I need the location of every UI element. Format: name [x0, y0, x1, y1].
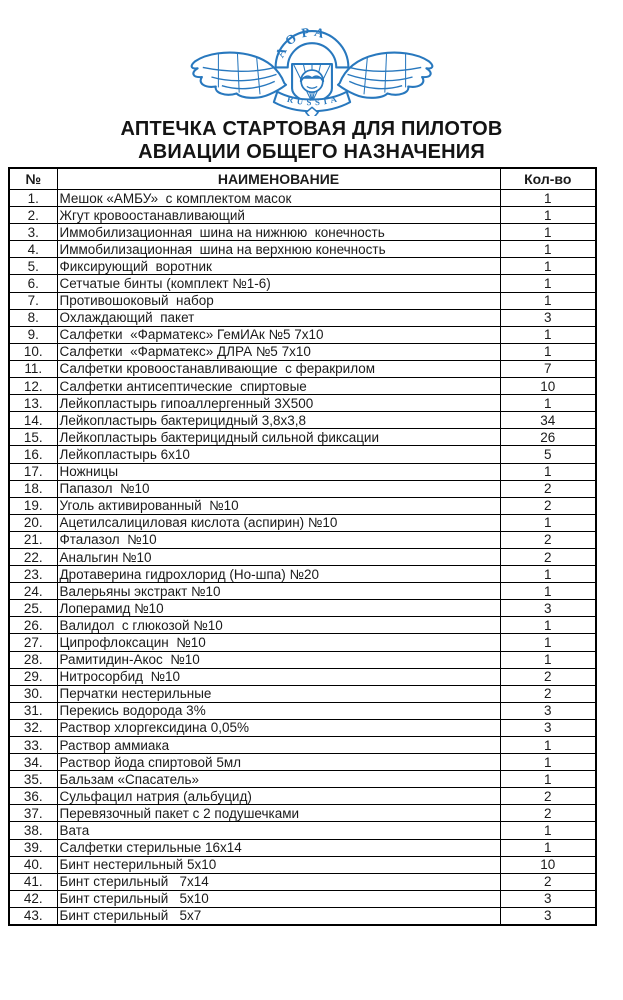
table-row [9, 275, 596, 292]
cell-name: Бинт стерильный 5х7 [57, 907, 500, 925]
table-row [9, 463, 596, 480]
cell-name: Нитросорбид №10 [57, 668, 500, 685]
page-title [0, 118, 623, 164]
header-quantity: Кол-во [500, 168, 596, 190]
cell-num: 22. [9, 548, 57, 565]
cell-name: Ацетилсалициловая кислота (аспирин) №10 [57, 514, 500, 531]
cell-qty: 5 [500, 446, 596, 463]
cell-name: Охлаждающий пакет [57, 309, 500, 326]
table-row [9, 258, 596, 275]
table-row [9, 617, 596, 634]
cell-num: 23. [9, 566, 57, 583]
cell-num: 30. [9, 685, 57, 702]
logo-org-text: АОРА [271, 23, 331, 60]
cell-name: Папазол №10 [57, 480, 500, 497]
cell-qty: 3 [500, 907, 596, 925]
cell-name: Жгут кровоостанавливающий [57, 207, 500, 224]
table-row [9, 224, 596, 241]
cell-name: Иммобилизационная шина на верхнюю конечность [57, 241, 500, 258]
cell-num: 34. [9, 754, 57, 771]
cell-name: Рамитидин-Акос №10 [57, 651, 500, 668]
cell-qty: 1 [500, 754, 596, 771]
cell-num: 9. [9, 326, 57, 343]
cell-qty: 1 [500, 292, 596, 309]
cell-qty: 3 [500, 719, 596, 736]
cell-qty: 2 [500, 873, 596, 890]
table-row [9, 566, 596, 583]
cell-num: 31. [9, 702, 57, 719]
cell-num: 12. [9, 378, 57, 395]
cell-name: Перчатки нестерильные [57, 685, 500, 702]
page-title-line2: АВИАЦИИ ОБЩЕГО НАЗНАЧЕНИЯ [138, 141, 485, 163]
cell-name: Ципрофлоксацин №10 [57, 634, 500, 651]
cell-qty: 2 [500, 531, 596, 548]
table-row [9, 856, 596, 873]
cell-qty: 26 [500, 429, 596, 446]
cell-num: 33. [9, 737, 57, 754]
cell-num: 13. [9, 395, 57, 412]
cell-qty: 1 [500, 463, 596, 480]
cell-name: Лейкопластырь бактерицидный сильной фиксации [57, 429, 500, 446]
cell-qty: 2 [500, 497, 596, 514]
table-row [9, 668, 596, 685]
header-name: НАИМЕНОВАНИЕ [57, 168, 500, 190]
page-title-line1: АПТЕЧКА СТАРТОВАЯ ДЛЯ ПИЛОТОВ [120, 118, 503, 140]
cell-num: 26. [9, 617, 57, 634]
cell-name: Лейкопластырь гипоаллергенный 3Х500 [57, 395, 500, 412]
logo-country-text: RUSSIA [285, 92, 341, 108]
cell-name: Валидол с глюкозой №10 [57, 617, 500, 634]
table-row [9, 548, 596, 565]
first-aid-kit-table [8, 167, 597, 926]
table-row [9, 873, 596, 890]
cell-num: 35. [9, 771, 57, 788]
cell-name: Противошоковый набор [57, 292, 500, 309]
cell-num: 32. [9, 719, 57, 736]
cell-qty: 1 [500, 343, 596, 360]
cell-qty: 2 [500, 685, 596, 702]
cell-name: Бинт стерильный 5х10 [57, 890, 500, 907]
cell-num: 8. [9, 309, 57, 326]
cell-num: 27. [9, 634, 57, 651]
cell-name: Бинт стерильный 7х14 [57, 873, 500, 890]
cell-num: 40. [9, 856, 57, 873]
cell-name: Иммобилизационная шина на нижнюю конечность [57, 224, 500, 241]
table-row [9, 839, 596, 856]
cell-num: 5. [9, 258, 57, 275]
table-row [9, 360, 596, 377]
cell-name: Раствор аммиака [57, 737, 500, 754]
table-row [9, 651, 596, 668]
cell-qty: 1 [500, 566, 596, 583]
cell-name: Лейкопластырь бактерицидный 3,8х3,8 [57, 412, 500, 429]
table-row [9, 326, 596, 343]
cell-qty: 1 [500, 395, 596, 412]
table-row [9, 514, 596, 531]
cell-qty: 1 [500, 617, 596, 634]
table-row [9, 719, 596, 736]
cell-qty: 2 [500, 480, 596, 497]
cell-name: Мешок «АМБУ» с комплектом масок [57, 190, 500, 207]
table-row [9, 241, 596, 258]
cell-num: 10. [9, 343, 57, 360]
table-row [9, 497, 596, 514]
cell-num: 18. [9, 480, 57, 497]
cell-num: 36. [9, 788, 57, 805]
table-row [9, 395, 596, 412]
cell-num: 28. [9, 651, 57, 668]
table-row [9, 634, 596, 651]
cell-num: 4. [9, 241, 57, 258]
aopa-wings-logo [181, 12, 443, 116]
cell-qty: 10 [500, 856, 596, 873]
table-row [9, 343, 596, 360]
cell-num: 7. [9, 292, 57, 309]
cell-qty: 2 [500, 548, 596, 565]
table-row [9, 890, 596, 907]
table-row [9, 754, 596, 771]
cell-num: 16. [9, 446, 57, 463]
cell-qty: 7 [500, 360, 596, 377]
items-body [9, 190, 596, 926]
cell-qty: 1 [500, 839, 596, 856]
table-row [9, 583, 596, 600]
cell-num: 43. [9, 907, 57, 925]
cell-num: 15. [9, 429, 57, 446]
cell-num: 24. [9, 583, 57, 600]
cell-name: Лейкопластырь 6х10 [57, 446, 500, 463]
cell-num: 2. [9, 207, 57, 224]
cell-name: Салфетки «Фарматекс» ДЛРА №5 7х10 [57, 343, 500, 360]
pilot-head [300, 70, 323, 92]
cell-qty: 34 [500, 412, 596, 429]
cell-num: 25. [9, 600, 57, 617]
table-row [9, 907, 596, 925]
table-row [9, 771, 596, 788]
cell-num: 41. [9, 873, 57, 890]
cell-name: Раствор хлоргексидина 0,05% [57, 719, 500, 736]
cell-qty: 2 [500, 805, 596, 822]
cell-name: Сетчатые бинты (комплект №1-6) [57, 275, 500, 292]
cell-name: Ножницы [57, 463, 500, 480]
cell-qty: 3 [500, 702, 596, 719]
header-number: № [9, 168, 57, 190]
table-row [9, 412, 596, 429]
cell-qty: 1 [500, 258, 596, 275]
cell-num: 42. [9, 890, 57, 907]
cell-num: 17. [9, 463, 57, 480]
table-row [9, 685, 596, 702]
cell-num: 20. [9, 514, 57, 531]
table-row [9, 822, 596, 839]
cell-qty: 3 [500, 600, 596, 617]
cell-num: 38. [9, 822, 57, 839]
cell-qty: 1 [500, 822, 596, 839]
table-row [9, 309, 596, 326]
cell-name: Валерьяны экстракт №10 [57, 583, 500, 600]
cell-qty: 1 [500, 651, 596, 668]
cell-qty: 1 [500, 326, 596, 343]
cell-name: Бальзам «Спасатель» [57, 771, 500, 788]
cell-name: Бинт нестерильный 5х10 [57, 856, 500, 873]
table-row [9, 446, 596, 463]
table-row [9, 805, 596, 822]
table-row [9, 480, 596, 497]
cell-name: Перевязочный пакет с 2 подушечками [57, 805, 500, 822]
table-row [9, 788, 596, 805]
cell-name: Перекись водорода 3% [57, 702, 500, 719]
logo-container [0, 0, 623, 116]
cell-name: Салфетки стерильные 16х14 [57, 839, 500, 856]
table-row [9, 190, 596, 207]
table-row [9, 429, 596, 446]
cell-qty: 1 [500, 737, 596, 754]
cell-qty: 1 [500, 224, 596, 241]
cell-num: 37. [9, 805, 57, 822]
cell-name: Лоперамид №10 [57, 600, 500, 617]
cell-name: Раствор йода спиртовой 5мл [57, 754, 500, 771]
cell-qty: 2 [500, 668, 596, 685]
table-row [9, 737, 596, 754]
table-header-row [9, 168, 596, 190]
cell-name: Фиксирующий воротник [57, 258, 500, 275]
table-row [9, 292, 596, 309]
cell-name: Салфетки антисептические спиртовые [57, 378, 500, 395]
cell-qty: 1 [500, 771, 596, 788]
left-wing [191, 53, 285, 98]
cell-num: 21. [9, 531, 57, 548]
cell-num: 6. [9, 275, 57, 292]
cell-name: Салфетки кровоостанавливающие с феракрилом [57, 360, 500, 377]
cell-num: 14. [9, 412, 57, 429]
cell-name: Фталазол №10 [57, 531, 500, 548]
table-row [9, 600, 596, 617]
cell-qty: 1 [500, 241, 596, 258]
table-row [9, 702, 596, 719]
table-row [9, 378, 596, 395]
cell-qty: 1 [500, 583, 596, 600]
table-row [9, 531, 596, 548]
cell-name: Сульфацил натрия (альбуцид) [57, 788, 500, 805]
cell-name: Анальгин №10 [57, 548, 500, 565]
cell-num: 11. [9, 360, 57, 377]
cell-num: 39. [9, 839, 57, 856]
cell-qty: 1 [500, 207, 596, 224]
cell-qty: 1 [500, 190, 596, 207]
cell-name: Салфетки «Фарматекс» ГемИАк №5 7х10 [57, 326, 500, 343]
cell-qty: 10 [500, 378, 596, 395]
cell-qty: 3 [500, 309, 596, 326]
cell-num: 29. [9, 668, 57, 685]
cell-qty: 2 [500, 788, 596, 805]
cell-name: Уголь активированный №10 [57, 497, 500, 514]
cell-qty: 1 [500, 514, 596, 531]
table-row [9, 207, 596, 224]
cell-qty: 3 [500, 890, 596, 907]
right-wing [338, 53, 432, 98]
cell-name: Вата [57, 822, 500, 839]
cell-qty: 1 [500, 634, 596, 651]
cell-num: 3. [9, 224, 57, 241]
cell-qty: 1 [500, 275, 596, 292]
cell-num: 1. [9, 190, 57, 207]
cell-num: 19. [9, 497, 57, 514]
cell-name: Дротаверина гидрохлорид (Но-шпа) №20 [57, 566, 500, 583]
